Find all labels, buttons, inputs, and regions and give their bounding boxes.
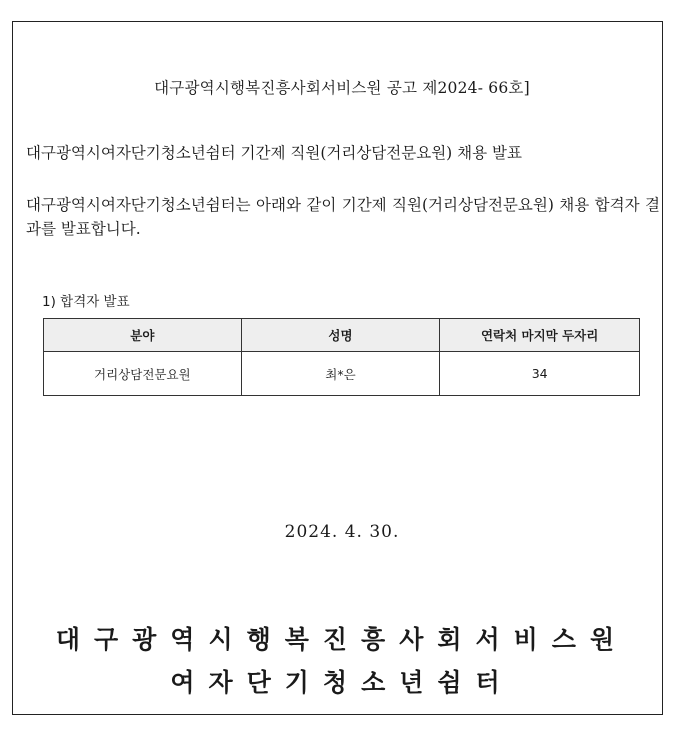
announcement-body: 대구광역시여자단기청소년쉼터는 아래와 같이 기간제 직원(거리상담전문요원) 채용 합격자 결과를 발표합니다. xyxy=(26,196,660,238)
notice-number: 대구광역시행복진흥사회서비스원 공고 제2024- 66호] xyxy=(154,79,530,97)
column-header-name: 성명 xyxy=(241,319,440,352)
column-header-field: 분야 xyxy=(44,319,242,352)
announcement-date: 2024. 4. 30. xyxy=(284,522,400,542)
section-title: 1) 합격자 발표 xyxy=(42,294,130,310)
results-table xyxy=(43,318,640,396)
cell-name: 최*은 xyxy=(241,352,440,396)
cell-contact: 34 xyxy=(440,352,640,396)
announcement-subject: 대구광역시여자단기청소년쉼터 기간제 직원(거리상담전문요원) 채용 발표 xyxy=(26,144,522,162)
organization-name: 대구광역시행복진흥사회서비스원 xyxy=(55,625,629,654)
organization-subname: 여자단기청소년쉼터 xyxy=(170,668,514,697)
cell-field: 거리상담전문요원 xyxy=(44,352,242,396)
table-row xyxy=(44,352,640,396)
table-header-row xyxy=(44,319,640,352)
column-header-contact: 연락처 마지막 두자리 xyxy=(440,319,640,352)
